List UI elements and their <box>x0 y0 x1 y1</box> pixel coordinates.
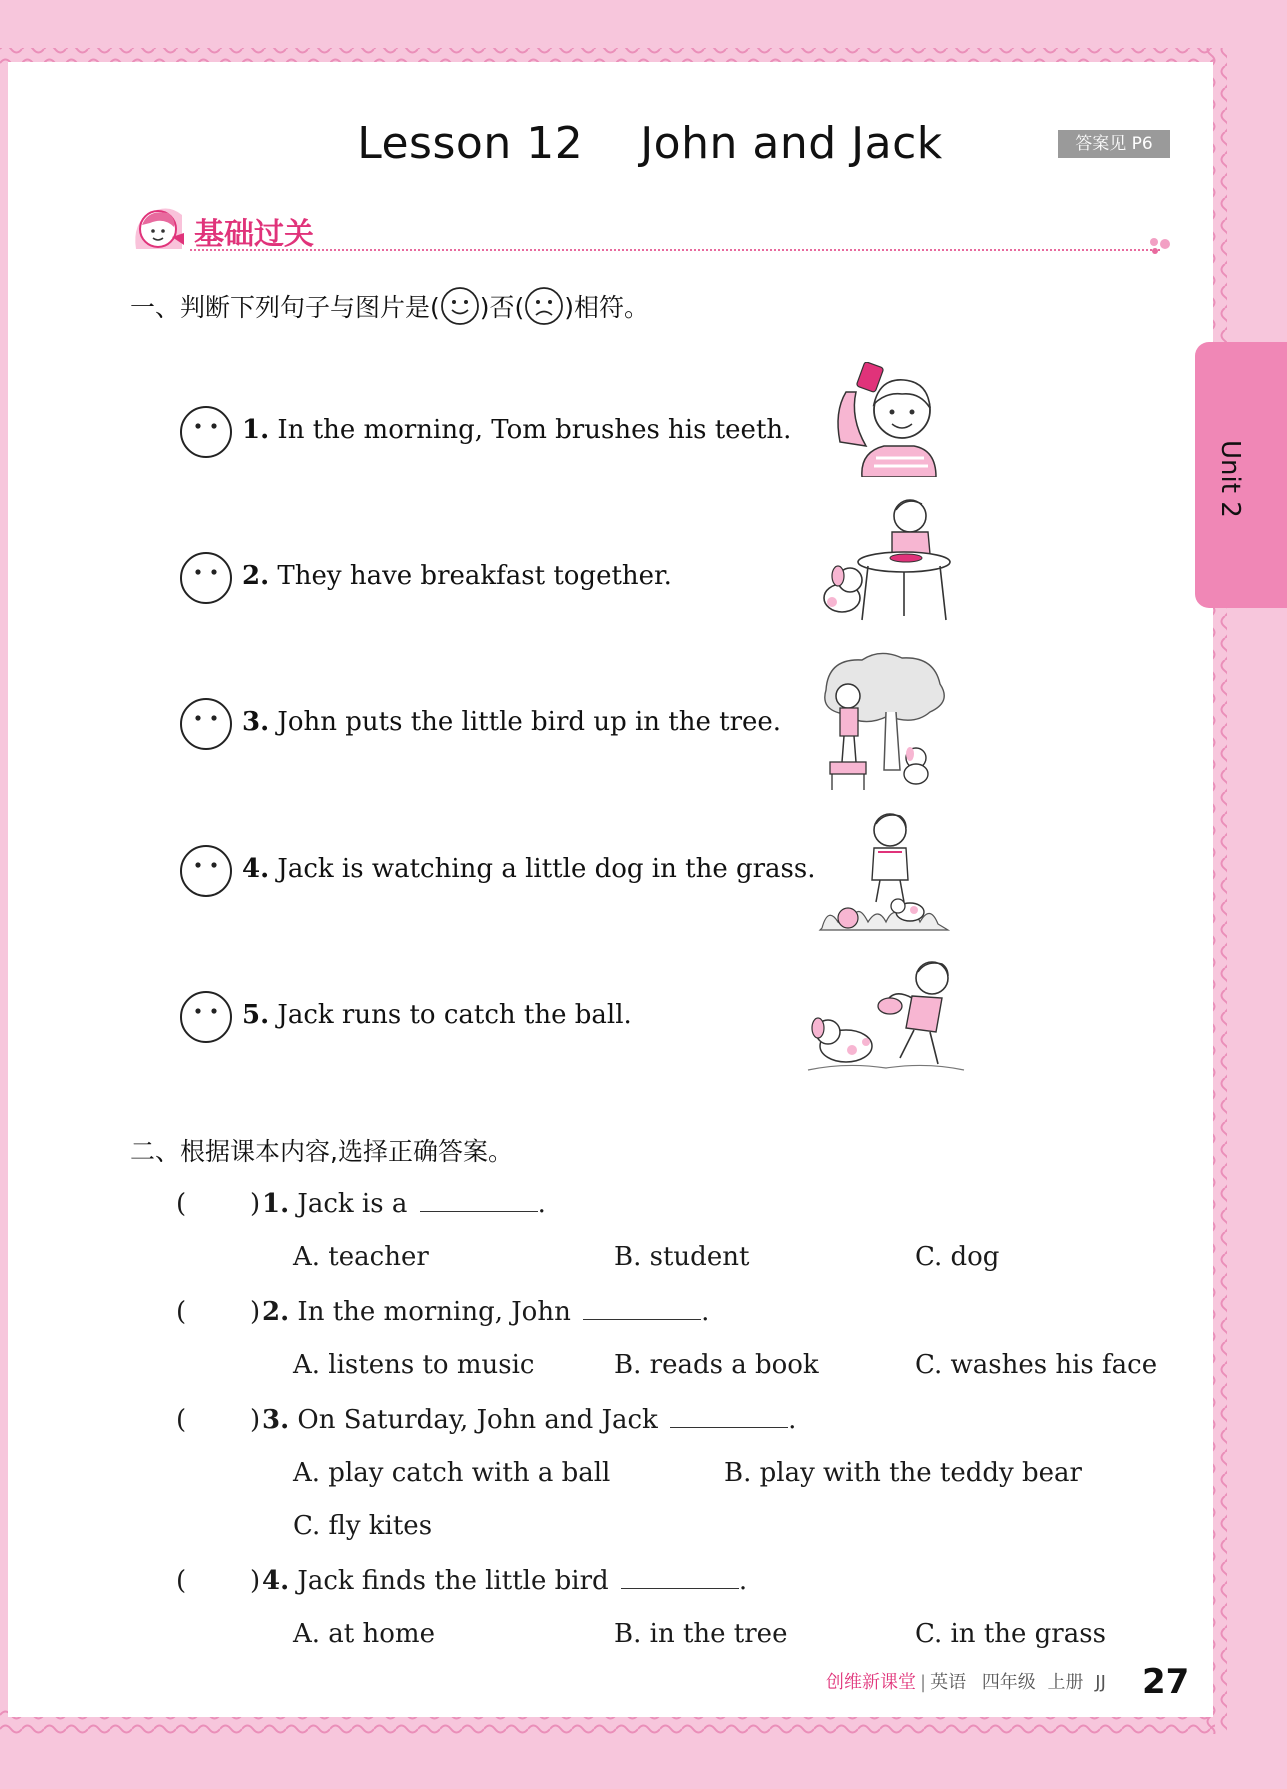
question-text: Jack finds the little bird <box>297 1566 609 1596</box>
part2-instruction: 二、根据课本内容,选择正确答案。 <box>130 1137 513 1166</box>
footer-edition: JJ <box>1095 1672 1106 1693</box>
page-number: 27 <box>1142 1662 1190 1702</box>
item-text: Jack is watching a little dog in the grass. <box>277 854 816 884</box>
part1-instruction-post: )相符。 <box>564 293 650 322</box>
question-text: In the morning, John <box>297 1297 571 1327</box>
option-c[interactable]: C. fly kites <box>293 1511 433 1541</box>
judge-item <box>242 1000 632 1030</box>
item-text: They have breakfast together. <box>277 561 672 591</box>
sad-face-icon <box>524 286 564 326</box>
footer-subject: 英语 <box>930 1672 967 1693</box>
item-number: 2. <box>242 561 270 591</box>
footer-grade: 四年级 <box>981 1672 1036 1693</box>
question-text: On Saturday, John and Jack <box>297 1405 658 1435</box>
answer-paren-open: ( <box>176 1189 187 1219</box>
question-end: . <box>788 1405 797 1435</box>
girl-avatar-icon <box>128 203 190 255</box>
item-text: Jack runs to catch the ball. <box>277 1000 632 1030</box>
option-b[interactable]: B. student <box>614 1242 750 1272</box>
answer-reference-tag: 答案见 P6 <box>1058 130 1170 158</box>
option-b[interactable]: B. reads a book <box>614 1350 819 1380</box>
answer-paren-close: ) <box>250 1405 261 1435</box>
answer-paren-open: ( <box>176 1566 187 1596</box>
footer-volume: 上册 <box>1047 1672 1084 1693</box>
question-text: Jack is a <box>297 1189 408 1219</box>
boy-combing-hair-illustration <box>832 362 952 477</box>
boy-running-with-dog-illustration <box>806 958 966 1078</box>
section-heading: 基础过关 <box>194 217 314 252</box>
question-end: . <box>701 1297 710 1327</box>
part1-instruction-mid: )否( <box>479 293 525 322</box>
item-text: In the morning, Tom brushes his teeth. <box>277 415 792 445</box>
question-number: 4. <box>262 1566 290 1596</box>
option-c[interactable]: C. washes his face <box>915 1350 1158 1380</box>
unit-side-tab-label: Unit 2 <box>1215 440 1245 518</box>
judge-item <box>242 707 781 737</box>
option-c[interactable]: C. dog <box>915 1242 1000 1272</box>
answer-blank[interactable] <box>583 1297 701 1320</box>
question-number: 2. <box>262 1297 290 1327</box>
section-divider <box>190 249 1160 251</box>
happy-face-icon <box>440 286 480 326</box>
item-number: 3. <box>242 707 270 737</box>
answer-blank[interactable] <box>670 1405 788 1428</box>
dog-in-grass-illustration <box>818 810 953 935</box>
answer-blank[interactable] <box>420 1189 538 1212</box>
answer-paren-close: ) <box>250 1566 261 1596</box>
option-a[interactable]: A. play catch with a ball <box>293 1458 611 1488</box>
answer-paren-open: ( <box>176 1297 187 1327</box>
lesson-number: Lesson 12 <box>357 118 584 169</box>
question-stem <box>262 1566 747 1596</box>
answer-paren-open: ( <box>176 1405 187 1435</box>
answer-paren-close: ) <box>250 1297 261 1327</box>
question-number: 1. <box>262 1189 290 1219</box>
answer-face-blank-icon[interactable] <box>178 989 234 1045</box>
lesson-name: John and Jack <box>640 118 943 169</box>
option-a[interactable]: A. at home <box>293 1619 435 1649</box>
question-stem <box>262 1405 796 1435</box>
option-b[interactable]: B. in the tree <box>614 1619 788 1649</box>
bird-in-tree-illustration <box>818 650 953 795</box>
question-stem <box>262 1297 709 1327</box>
option-a[interactable]: A. listens to music <box>293 1350 535 1380</box>
judge-item <box>242 415 791 445</box>
part1-instruction-pre: 一、判断下列句子与图片是( <box>130 293 440 322</box>
question-end: . <box>738 1566 748 1596</box>
item-text: John puts the little bird up in the tree. <box>277 707 782 737</box>
answer-face-blank-icon[interactable] <box>178 550 234 606</box>
answer-paren-close: ) <box>250 1189 261 1219</box>
divider-dots-icon <box>1148 236 1172 258</box>
option-b[interactable]: B. play with the teddy bear <box>724 1458 1082 1488</box>
question-stem <box>262 1189 546 1219</box>
item-number: 1. <box>242 415 270 445</box>
part1-instruction <box>130 286 649 326</box>
question-number: 3. <box>262 1405 290 1435</box>
item-number: 5. <box>242 1000 270 1030</box>
answer-face-blank-icon[interactable] <box>178 696 234 752</box>
item-number: 4. <box>242 854 270 884</box>
judge-item <box>242 854 816 884</box>
judge-item <box>242 561 672 591</box>
option-a[interactable]: A. teacher <box>293 1242 429 1272</box>
question-end: . <box>537 1189 546 1219</box>
option-c[interactable]: C. in the grass <box>915 1619 1106 1649</box>
breakfast-table-illustration <box>806 494 966 624</box>
footer-brand: 创维新课堂 <box>826 1672 916 1693</box>
answer-blank[interactable] <box>621 1566 739 1589</box>
answer-face-blank-icon[interactable] <box>178 404 234 460</box>
page-footer: 创维新课堂 | 英语 四年级 上册 JJ <box>826 1672 1106 1693</box>
answer-face-blank-icon[interactable] <box>178 843 234 899</box>
